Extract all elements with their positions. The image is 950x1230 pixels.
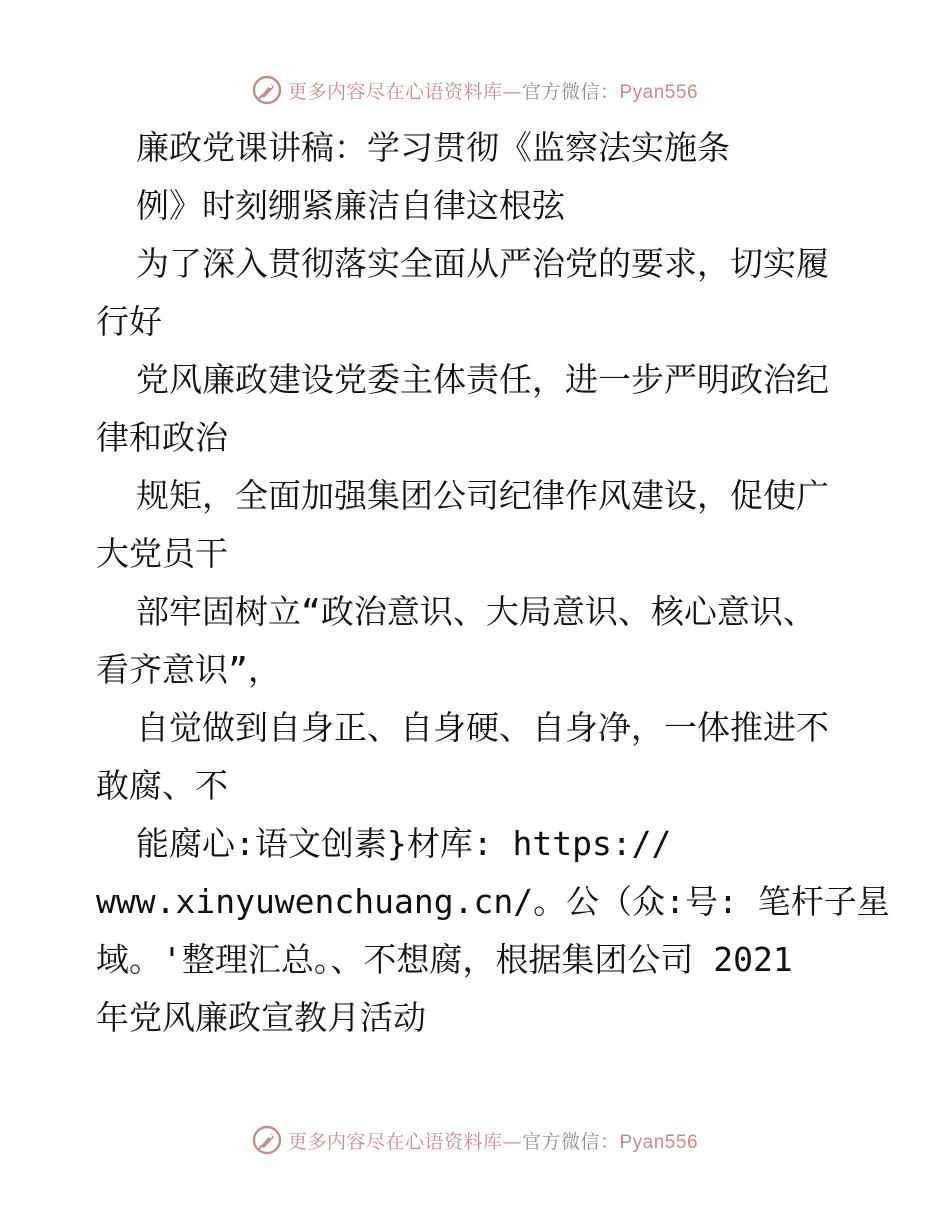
watermark-text bbox=[288, 1127, 698, 1154]
title-line-2: 例》时刻绷紧廉洁自律这根弦 bbox=[136, 186, 565, 225]
text-line: 域。'整理汇总。、不想腐，根据集团公司 2021 bbox=[96, 940, 793, 979]
text-line: 能腐心:语文创素}材库: https:// bbox=[136, 824, 672, 863]
title-line-1: 廉政党课讲稿：学习贯彻《监察法实施条 bbox=[136, 128, 730, 167]
text-line: 看齐意识”， bbox=[96, 650, 281, 689]
watermark-wechat-id: Pyan556 bbox=[619, 81, 699, 103]
text-line: 党风廉政建设党委主体责任，进一步严明政治纪 bbox=[136, 360, 829, 399]
footer-watermark bbox=[0, 1120, 950, 1160]
text-line: 大党员干 bbox=[96, 534, 228, 573]
watermark-main: 更多内容尽在心语资料库 bbox=[287, 1130, 503, 1153]
text-line: 自觉做到自身正、自身硬、自身净，一体推进不 bbox=[136, 708, 829, 747]
watermark-main: 更多内容尽在心语资料库 bbox=[287, 80, 503, 103]
watermark-wechat-label: 官方微信： bbox=[521, 1130, 620, 1153]
text-line: 部牢固树立“政治意识、大局意识、核心意识、 bbox=[136, 592, 816, 631]
text-line: 律和政治 bbox=[96, 418, 228, 457]
text-line-url: www.xinyuwenchuang.cn/。公（众:号: 笔杆子星 bbox=[96, 882, 890, 921]
text-line: 敢腐、不 bbox=[96, 766, 228, 805]
watermark-wechat-label: 官方微信： bbox=[521, 80, 620, 103]
text-line: 行好 bbox=[96, 302, 162, 341]
text-line: 年党风廉政宣教月活动 bbox=[96, 998, 426, 1037]
pen-nib-circle-icon bbox=[252, 1125, 282, 1155]
text-line: 为了深入贯彻落实全面从严治党的要求，切实履 bbox=[136, 244, 829, 283]
watermark-separator: — bbox=[502, 80, 522, 103]
text-line: 规矩，全面加强集团公司纪律作风建设，促使广 bbox=[136, 476, 829, 515]
watermark-separator: — bbox=[502, 1130, 522, 1153]
watermark-wechat-id: Pyan556 bbox=[619, 1131, 699, 1153]
